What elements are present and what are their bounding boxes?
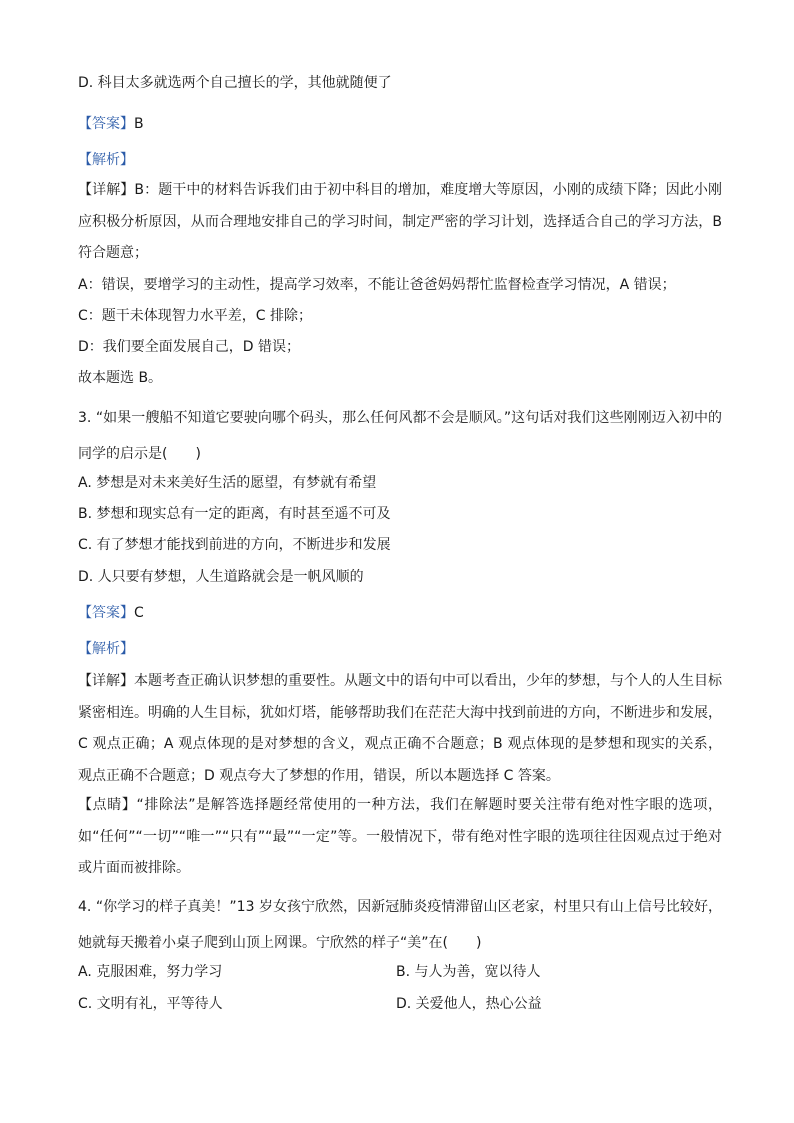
q2-conclusion: 故本题选 B。 bbox=[78, 370, 163, 386]
q2-detail bbox=[78, 175, 722, 270]
q2-line-c: C：题干未体现智力水平差，C 排除； bbox=[78, 308, 313, 324]
q2-line-a: A：错误，要增学习的主动性，提高学习效率，不能让爸爸妈妈帮忙监督检查学习情况，A 错误； bbox=[78, 277, 676, 293]
q2-line-d: D：我们要全面发展自己，D 错误； bbox=[78, 339, 301, 355]
q3-answer bbox=[78, 603, 722, 623]
detail-tag: 【详解】 bbox=[78, 673, 134, 689]
q4-option-c: C. 文明有礼，平等待人 bbox=[78, 996, 223, 1012]
q3-option-b: B. 梦想和现实总有一定的距离，有时甚至遥不可及 bbox=[78, 506, 391, 522]
q3-analysis-tag: 【解析】 bbox=[78, 641, 134, 657]
answer-tag: 【答案】 bbox=[78, 116, 134, 132]
q4-option-a: A. 克服困难，努力学习 bbox=[78, 964, 223, 980]
q3-detail bbox=[78, 666, 722, 792]
detail-tag: 【详解】 bbox=[78, 182, 135, 198]
q4-option-b: B. 与人为善，宽以待人 bbox=[396, 964, 541, 980]
answer-value: B bbox=[134, 116, 144, 132]
q3-option-c: C. 有了梦想才能找到前进的方向，不断进步和发展 bbox=[78, 537, 391, 553]
q2-answer bbox=[78, 114, 722, 134]
q3-tip bbox=[78, 790, 722, 885]
q4-option-d: D. 关爱他人，热心公益 bbox=[396, 996, 542, 1012]
q3-option-a: A. 梦想是对未来美好生活的愿望，有梦就有希望 bbox=[78, 475, 377, 491]
answer-value: C bbox=[134, 605, 144, 621]
tip-tag: 【点睛】 bbox=[78, 797, 137, 813]
q4-stem: 4. “你学习的样子真美！”13 岁女孩宁欣然，因新冠肺炎疫情滞留山区老家，村里只有山上信号比较好，她就每天搬着小桌子爬到山顶上网课。宁欣然的样子“美”在( ) bbox=[78, 899, 722, 951]
q2-option-d: D. 科目太多就选两个自己擅长的学，其他就随便了 bbox=[78, 75, 392, 91]
tip-text: “排除法”是解答选择题经常使用的一种方法，我们在解题时要关注带有绝对性字眼的选项，如“任何”“一切”“唯一”“只有”“最”“一定”等。一般情况下，带有绝对性字眼的选项往往因观点过于绝对或片面而被排除。 bbox=[78, 797, 722, 876]
q3-stem: 3. “如果一艘船不知道它要驶向哪个码头，那么任何风都不会是顺风。”这句话对我们这些刚刚迈入初中的同学的启示是( ) bbox=[78, 410, 722, 462]
q2-analysis-tag: 【解析】 bbox=[78, 152, 134, 168]
answer-tag: 【答案】 bbox=[78, 605, 134, 621]
q3-option-d: D. 人只要有梦想，人生道路就会是一帆风顺的 bbox=[78, 569, 364, 585]
detail-text: B：题干中的材料告诉我们由于初中科目的增加，难度增大等原因，小刚的成绩下降；因此小刚应积极分析原因，从而合理地安排自己的学习时间，制定严密的学习计划，选择适合自己的学习方法，B 符合题意； bbox=[78, 182, 722, 261]
detail-text: 本题考查正确认识梦想的重要性。从题文中的语句中可以看出，少年的梦想，与个人的人生目标紧密相连。明确的人生目标，犹如灯塔，能够帮助我们在茫茫大海中找到前进的方向，不断进步和发展，C 观点正确；A 观点体现的是对梦想的含义，观点正确不合题意；B 观点体现的是梦想和现实的关系，观点正确不合题意；D 观点夸大了梦想的作用，错误，所以本题选择 C 答案。 bbox=[78, 673, 722, 784]
